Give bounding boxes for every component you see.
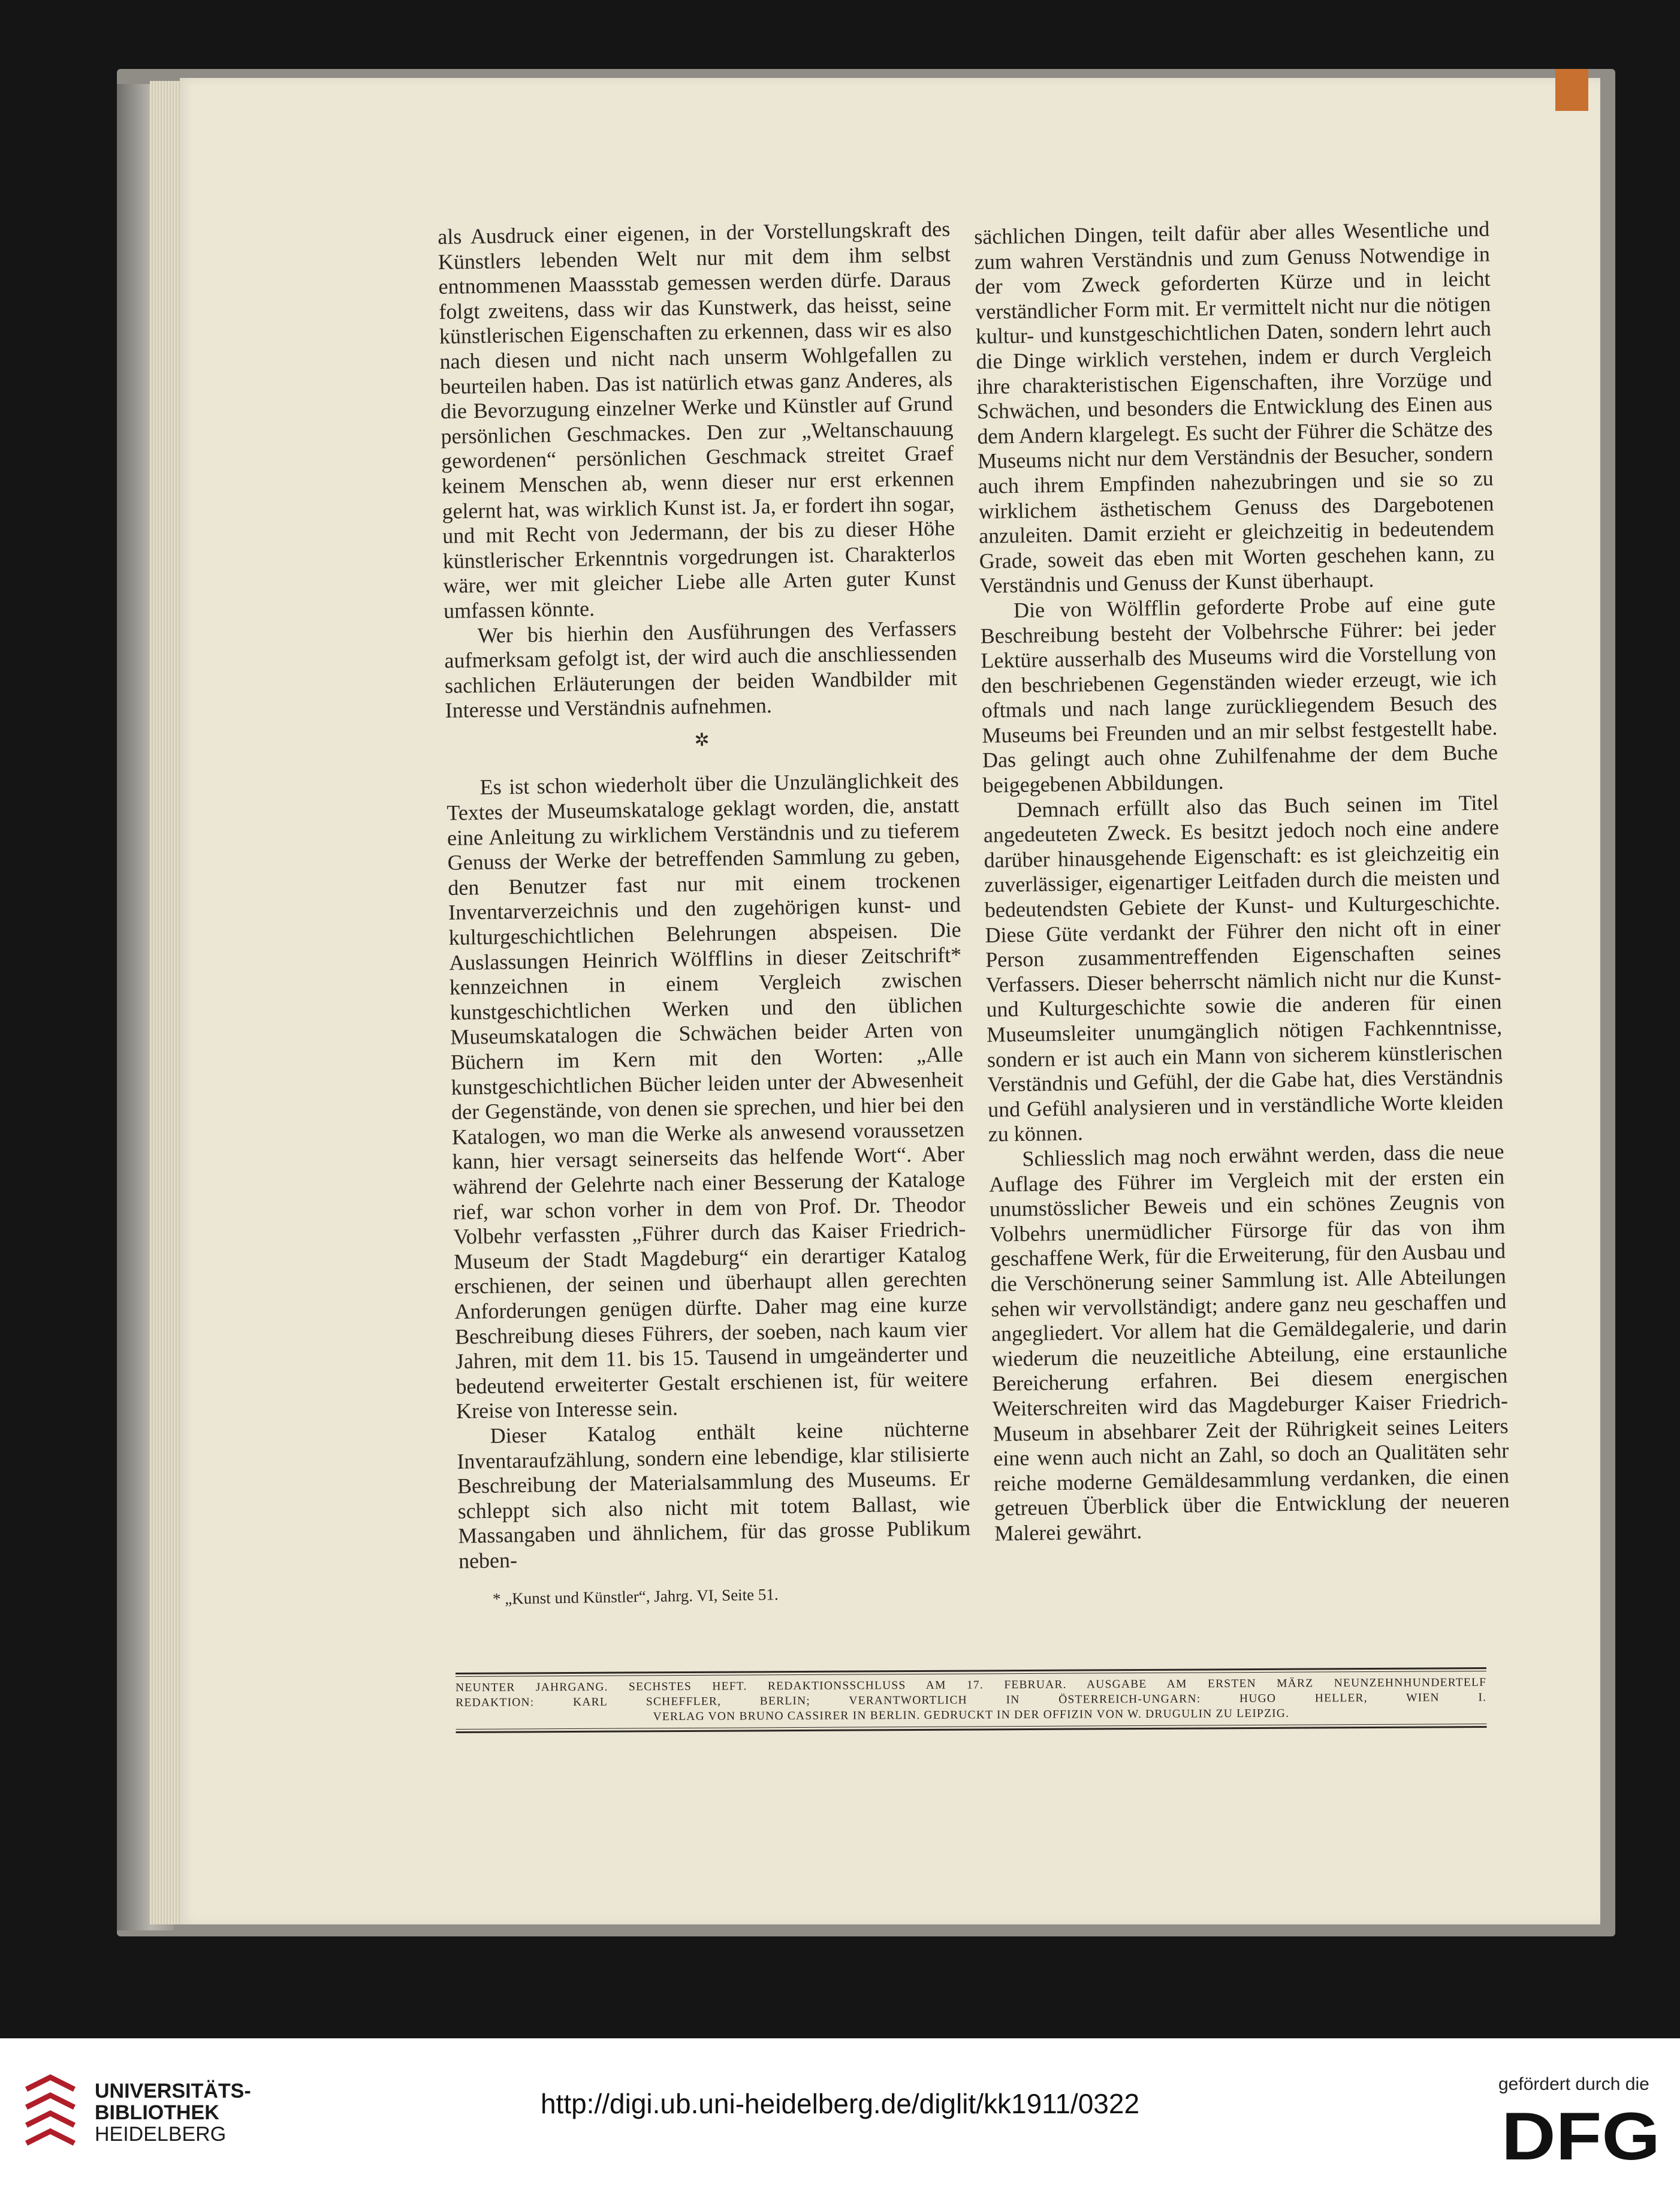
paragraph: Die von Wölfflin geforderte Probe auf eine gute Beschreibung besteht der Volbehrsche Führer: bei jeder Lektüre ausserhalb des Museums wird die Vorstellung von den beschriebenen Gegenständen wieder erzeugt, wie ich oftmals und nach lange zurückliegendem Besuch des Museums bei Freunden und an mir selbst festgestellt habe. Das gelingt auch ohne Zuhilfenahme der dem Buche beigegebenen Abbildungen.	[980, 591, 1498, 797]
imprint-line: VERLAG VON BRUNO CASSIRER IN BERLIN. GEDRUCKT IN DER OFFIZIN VON W. DRUGULIN ZU LEIPZIG.	[653, 1707, 1290, 1724]
imprint-box	[456, 1667, 1487, 1733]
dfg-logo-text: DFG	[1501, 2105, 1660, 2165]
paragraph: Dieser Katalog enthält keine nüchterne Inventaraufzählung, sondern eine lebendige, klar stilisierte Beschreibung der Materialsammlung des Museums. Er schleppt sich also nicht mit totem Ballast, wie Massangaben und ähnlichem, für das grosse Publikum neben-	[457, 1416, 971, 1573]
library-name-line: HEIDELBERG	[95, 2123, 227, 2146]
imprint-line: NEUNTER JAHRGANG. SECHSTES HEFT. REDAKTIONSSCHLUSS AM 17. FEBRUAR. AUSGABE AM ERSTEN MÄRZ NEUNZEHNHUNDERTELF	[456, 1676, 1487, 1694]
right-text-column	[974, 216, 1510, 1546]
imprint-line: REDAKTION: KARL SCHEFFLER, BERLIN; VERANTWORTLICH IN ÖSTERREICH-UNGARN: HUGO HELLER, WIEN I.	[456, 1691, 1487, 1709]
dfg-logo[interactable]	[1501, 2105, 1663, 2165]
paragraph: Wer bis hierhin den Ausführungen des Verfassers aufmerksam gefolgt ist, der wird auch die anschliessenden sachlichen Erläuterungen der beiden Wandbilder mit Interesse und Verständnis aufnehmen.	[444, 615, 958, 723]
paragraph: Schliesslich mag noch erwähnt werden, dass die neue Auflage des Führer im Vergleich mit der ersten ein unumstösslicher Beweis und ein schönes Zeugnis von Volbehrs unermüdlicher Fürsorge für das von ihm geschaffene Werk, für die Erweiterung, für den Ausbau und die Verschönerung seiner Sammlung ist. Alle Abteilungen sehen wir vervollständigt; andere ganz neu geschaffen und angegliedert. Vor allem hat die Gemäldegalerie, und darin wiederum die neuzeitliche Abteilung, eine erstaunliche Bereicherung erfahren. Bei diesem energischen Weiterschreiten wird das Magdeburger Kaiser Friedrich-Museum in absehbarer Zeit der Rührigkeit seines Leiters eine wenn auch nicht an Zahl, so doch an Qualitäten sehr reiche moderne Gemäldesammlung verdanken, die einen getreuen Überblick über die Entwicklung der neueren Malerei gewährt.	[988, 1139, 1510, 1546]
paragraph: als Ausdruck einer eigenen, in der Vorstellungskraft des Künstlers lebenden Welt nur mit dem ihm selbst entnommenen Maassstab gemessen werden dürfe. Daraus folgt zweitens, dass wir das Kunstwerk, das heisst, seine künstlerischen Eigenschaften zu erkennen, dass wir es also nach diesen und nicht nach unserm Wohlgefallen zu beurteilen haben. Das ist natürlich etwas ganz Anderes, als die Bevorzugung einzelner Werke und Künstler auf Grund persönlichen Geschmackes. Den zur „Weltanschauung gewordenen“ persönlichen Geschmack streitet Graef keinem Menschen ab, wenn dieser nur erst erkennen gelernt hat, was wirklich Kunst ist. Ja, er fordert ihn sogar, und mit Recht von Jedermann, der bis zu dieser Höhe künstlerischer Erkenntnis vorgedrungen ist. Charakterlos wäre, wer mit gleicher Liebe alle Arten guter Kunst umfassen könnte.	[438, 216, 956, 623]
bookmark-ribbon	[1555, 69, 1588, 111]
library-name-line: UNIVERSITÄTS-	[95, 2080, 251, 2102]
paragraph: sächlichen Dingen, teilt dafür aber alles Wesentliche und zum wahren Verständnis und zum Genuss Notwendige in der vom Zweck geforderten Kürze und in leicht verständlicher Form mit. Er vermittelt nicht nur die nötigen kultur- und kunstgeschichtlichen Daten, sondern lehrt auch die Dinge wirklich verstehen, indem er durch Vergleich ihre charakteristischen Eigenschaften, ihre Vorzüge und Schwächen, und besonders die Entwicklung des Einen aus dem Andern klargelegt. Es sucht der Führer die Schätze des Museums nicht nur dem Verständnis der Besucher, sondern auch ihrem Empfinden nahezubringen und sie so zu wirklichem ästhetischem Genuss des Dargebotenen anzuleiten. Damit erzieht er gleichzeitig in bedeutendem Grade, soweit das eben mit Worten geschehen kann, zu Verständnis und Genuss der Kunst überhaupt.	[974, 216, 1495, 598]
paragraph: Demnach erfüllt also das Buch seinen im Titel angedeuteten Zweck. Es besitzt jedoch noch eine andere darüber hinausgehende Eigenschaft: es ist gleichzeitig ein zuverlässiger, eigenartiger Leitfaden durch die meisten und bedeutendsten Gebiete der Kunst- und Kulturgeschichte. Diese Güte verdankt der Führer den nicht oft in einer Person zusammentreffenden Eigenschaften seines Verfassers. Dieser beherrscht nämlich nicht nur die Kunst- und Kulturgeschichte sowie die anderen für einen Museumsleiter unumgänglich nötigen Fachkenntnisse, sondern er ist auch ein Mann von sicherem künstlerischen Verständnis und Gefühl, der die Gabe hat, dies Verständnis und Gefühl analysieren und in verständliche Worte kleiden zu können.	[983, 790, 1504, 1147]
permalink-url[interactable]: http://digi.ub.uni-heidelberg.de/diglit/kk1911/0322	[540, 2088, 1140, 2119]
paragraph: Es ist schon wiederholt über die Unzulänglichkeit des Textes der Museumskataloge geklagt worden, die, anstatt eine Anleitung zu wirklichem Verständnis und zu tieferem Genuss der Werke der betreffenden Sammlung zu geben, den Benutzer fast nur mit einem trockenen Inventarverzeichnis und den zugehörigen kunst- und kulturgeschichtlichen Belehrungen abspeisen. Die Auslassungen Heinrich Wölfflins in dieser Zeitschrift* kennzeichnen in einem Vergleich zwischen kunstgeschichtlichen Werken und den üblichen Museumskatalogen die Schwächen beider Arten von Büchern im Kern mit den Worten: „Alle kunstgeschichtlichen Bücher leiden unter der Abwesenheit der Gegenstände, von denen sie sprechen, und hier bei den Katalogen, wo man die Werke als anwesend voraussetzen kann, hier versagt seinerseits das helfende Wort“. Aber während der Gelehrte nach einer Besserung der Kataloge rief, war schon vorher in dem von Prof. Dr. Theodor Volbehr verfassten „Führer durch das Kaiser Friedrich-Museum der Stadt Magdeburg“ ein derartiger Katalog erschienen, der seinen und überhaupt allen gerechten Anforderungen genügen dürfte. Daher mag eine kurze Beschreibung dieses Führers, der soeben, nach kaum vier Jahren, mit dem 11. bis 15. Tausend in umgeänderter und bedeutend erweiterter Gestalt erschienen ist, für weitere Kreise von Interesse sein.	[447, 767, 969, 1424]
left-text-column	[438, 217, 972, 1610]
library-name-line: BIBLIOTHEK	[95, 2101, 219, 2124]
funding-caption: gefördert durch die	[1498, 2074, 1649, 2094]
footnote: * „Kunst und Künstler“, Jahrg. VI, Seite 51.	[492, 1585, 779, 1608]
section-divider: ✲	[694, 730, 710, 751]
